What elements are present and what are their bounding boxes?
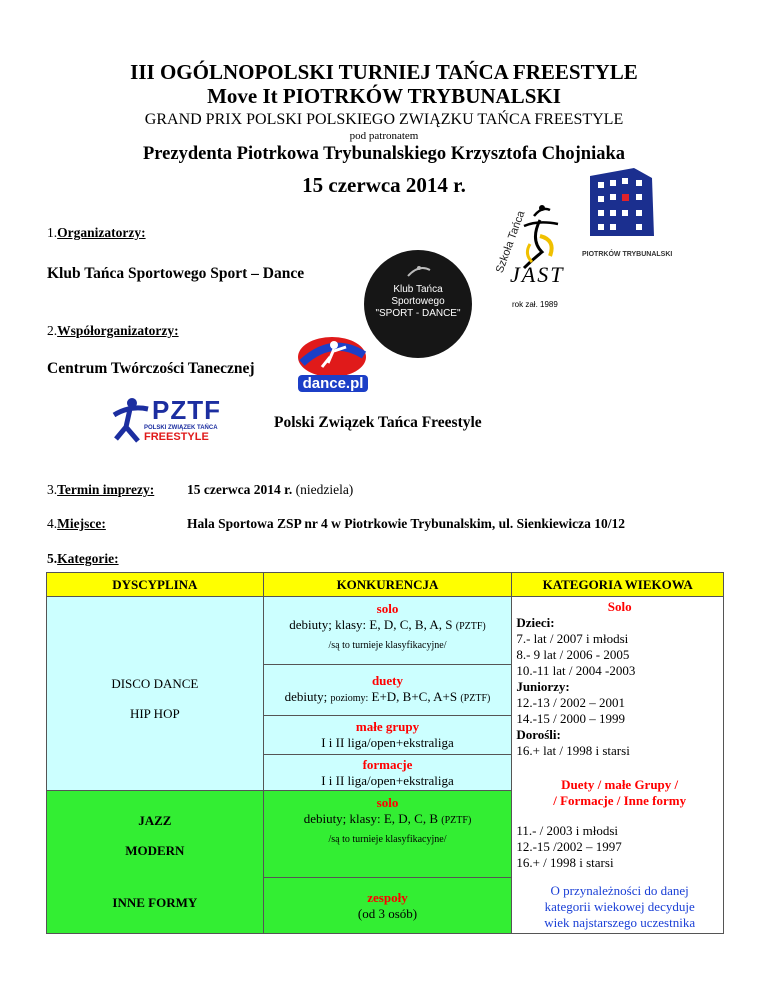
age-group-1: 11.- / 2003 i młodsi (516, 823, 619, 838)
age-note-3: wiek najstarszego uczestnika (544, 915, 696, 930)
section-3-value (187, 482, 353, 498)
klub-line-2: Sportowego (391, 296, 445, 307)
dance-pl-logo (292, 333, 374, 395)
competition-duety (263, 665, 512, 716)
male-grupy-line: I i II liga/open+ekstraliga (321, 735, 454, 750)
section-5-label: Kategorie: (57, 551, 119, 566)
event-day: (niedziela) (295, 482, 354, 497)
section-3-number: 3. (47, 482, 58, 497)
table-row (47, 597, 724, 665)
discipline-jazz-modern-inne (47, 791, 264, 934)
coorganizer-1: Centrum Twórczości Tanecznej (47, 360, 255, 377)
jast-year: rok zał. 1989 (512, 300, 558, 309)
age-group-3: 16.+ / 1998 i starsi (516, 855, 614, 870)
pztf-big: PZTF (152, 395, 221, 425)
age-note-2: kategorii wiekowej decyduje (544, 899, 695, 914)
competition-formacje (263, 755, 512, 791)
header-konkurencja: KONKURENCJA (263, 573, 512, 597)
competition-male-grupy (263, 716, 512, 755)
age-group-2: 12.-15 /2002 – 1997 (516, 839, 622, 854)
section-2-heading (47, 323, 179, 339)
solo-2-title: solo (376, 795, 399, 810)
header-kategoria: KATEGORIA WIEKOWA (512, 573, 724, 597)
jast-arc-text: Szkoła Tańca (493, 209, 528, 275)
age-junior-label: Juniorzy: (516, 679, 570, 694)
piotrkow-caption: PIOTRKÓW TRYBUNALSKI (582, 251, 673, 258)
formacje-line: I i II liga/open+ekstraliga (321, 772, 454, 788)
venue: Hala Sportowa ZSP nr 4 w Piotrkowie Trybunalskim, ul. Sienkiewicza 10/12 (187, 516, 626, 531)
solo-1-note: /są to turnieje klasyfikacyjne/ (328, 640, 447, 651)
age-groups-heading-2: / Formacje / Inne formy (553, 793, 687, 808)
pztf-freestyle: FREESTYLE (144, 431, 209, 443)
section-4-number: 4. (47, 516, 58, 531)
solo-1-classes: debiuty; klasy: E, D, C, B, A, S (PZTF) (289, 617, 486, 632)
section-2-label: Współorganizatorzy: (57, 323, 179, 338)
age-note-1: O przynależności do danej (550, 883, 689, 898)
age-adult-1: 16.+ lat / 1998 i starsi (516, 743, 630, 758)
table-header-row (47, 573, 724, 597)
zespoly-line: (od 3 osób) (357, 905, 418, 921)
section-4-heading (47, 516, 106, 532)
zespoly-title: zespoły (367, 889, 408, 905)
competition-zespoly (263, 878, 512, 934)
section-3-label: Termin imprezy: (57, 482, 155, 497)
dance-pl-text: dance.pl (298, 375, 368, 392)
pztf-logo (110, 395, 244, 445)
age-groups-heading-1: Duety / małe Grupy / (561, 777, 679, 792)
solo-2-note: /są to turnieje klasyfikacyjne/ (328, 834, 447, 845)
section-4-label: Miejsce: (57, 516, 106, 531)
jast-logo (484, 196, 580, 314)
age-junior-2: 14.-15 / 2000 – 1999 (516, 711, 626, 726)
coorganizer-2: Polski Związek Tańca Freestyle (274, 414, 482, 431)
age-children-3: 10.-11 lat / 2004 -2003 (516, 663, 636, 678)
discipline-jazz: JAZZ (138, 813, 172, 828)
discipline-disco: DISCO DANCE (111, 675, 199, 691)
piotrkow-building-icon (582, 168, 678, 240)
male-grupy-title: małe grupy (355, 719, 420, 734)
pztf-small: POLSKI ZWIĄZEK TAŃCA (144, 425, 218, 431)
section-1-number: 1. (47, 225, 58, 240)
competition-solo-2 (263, 791, 512, 878)
klub-line-3: "SPORT - DANCE" (375, 308, 461, 319)
categories-table (46, 572, 724, 934)
event-date: 15 czerwca 2014 r. (302, 173, 466, 197)
subtitle: GRAND PRIX POLSKI POLSKIEGO ZWIĄZKU TAŃCA FREESTYLE (144, 111, 624, 128)
section-1-label: Organizatorzy: (57, 225, 146, 240)
piotrkow-logo (582, 168, 678, 258)
age-categories (512, 597, 724, 934)
header-dyscyplina: DYSCYPLINA (47, 573, 264, 597)
age-adult-label: Dorośli: (516, 727, 561, 742)
duety-title: duety (371, 673, 404, 688)
discipline-disco-hiphop (47, 597, 264, 791)
duety-levels: debiuty; poziomy: E+D, B+C, A+S (PZTF) (284, 689, 491, 704)
discipline-hiphop: HIP HOP (129, 705, 180, 721)
section-3-heading (47, 482, 154, 498)
competition-solo-1 (263, 597, 512, 665)
section-1-heading (47, 225, 146, 241)
klub-dancer-icon (404, 262, 434, 282)
title-line-1: III OGÓLNOPOLSKI TURNIEJ TAŃCA FREESTYLE (130, 60, 638, 84)
discipline-modern: MODERN (125, 843, 185, 858)
jast-name: JAST (510, 262, 565, 287)
solo-1-title: solo (376, 601, 399, 616)
klub-line-1: Klub Tańca (393, 284, 443, 295)
dance-pl-swirl-icon (292, 333, 374, 379)
section-5-number: 5. (47, 551, 58, 566)
age-solo-heading: Solo (607, 599, 632, 614)
title-line-2: Move It PIOTRKÓW TRYBUNALSKI (207, 84, 561, 108)
solo-2-classes: debiuty; klasy: E, D, C, B (PZTF) (303, 811, 472, 826)
section-5-heading (47, 551, 119, 567)
organizer-name: Klub Tańca Sportowego Sport – Dance (47, 265, 305, 282)
age-junior-1: 12.-13 / 2002 – 2001 (516, 695, 626, 710)
age-children-2: 8.- 9 lat / 2006 - 2005 (516, 647, 630, 662)
klub-logo (364, 250, 472, 358)
age-children-1: 7.- lat / 2007 i młodsi (516, 631, 629, 646)
event-date-value: 15 czerwca 2014 r. (187, 482, 293, 497)
age-children-label: Dzieci: (516, 615, 555, 630)
formacje-title: formacje (362, 756, 413, 772)
patronage-label: pod patronatem (349, 130, 419, 142)
discipline-inne: INNE FORMY (112, 895, 198, 910)
section-2-number: 2. (47, 323, 58, 338)
patron: Prezydenta Piotrkowa Trybunalskiego Krzysztofa Chojniaka (142, 144, 626, 164)
